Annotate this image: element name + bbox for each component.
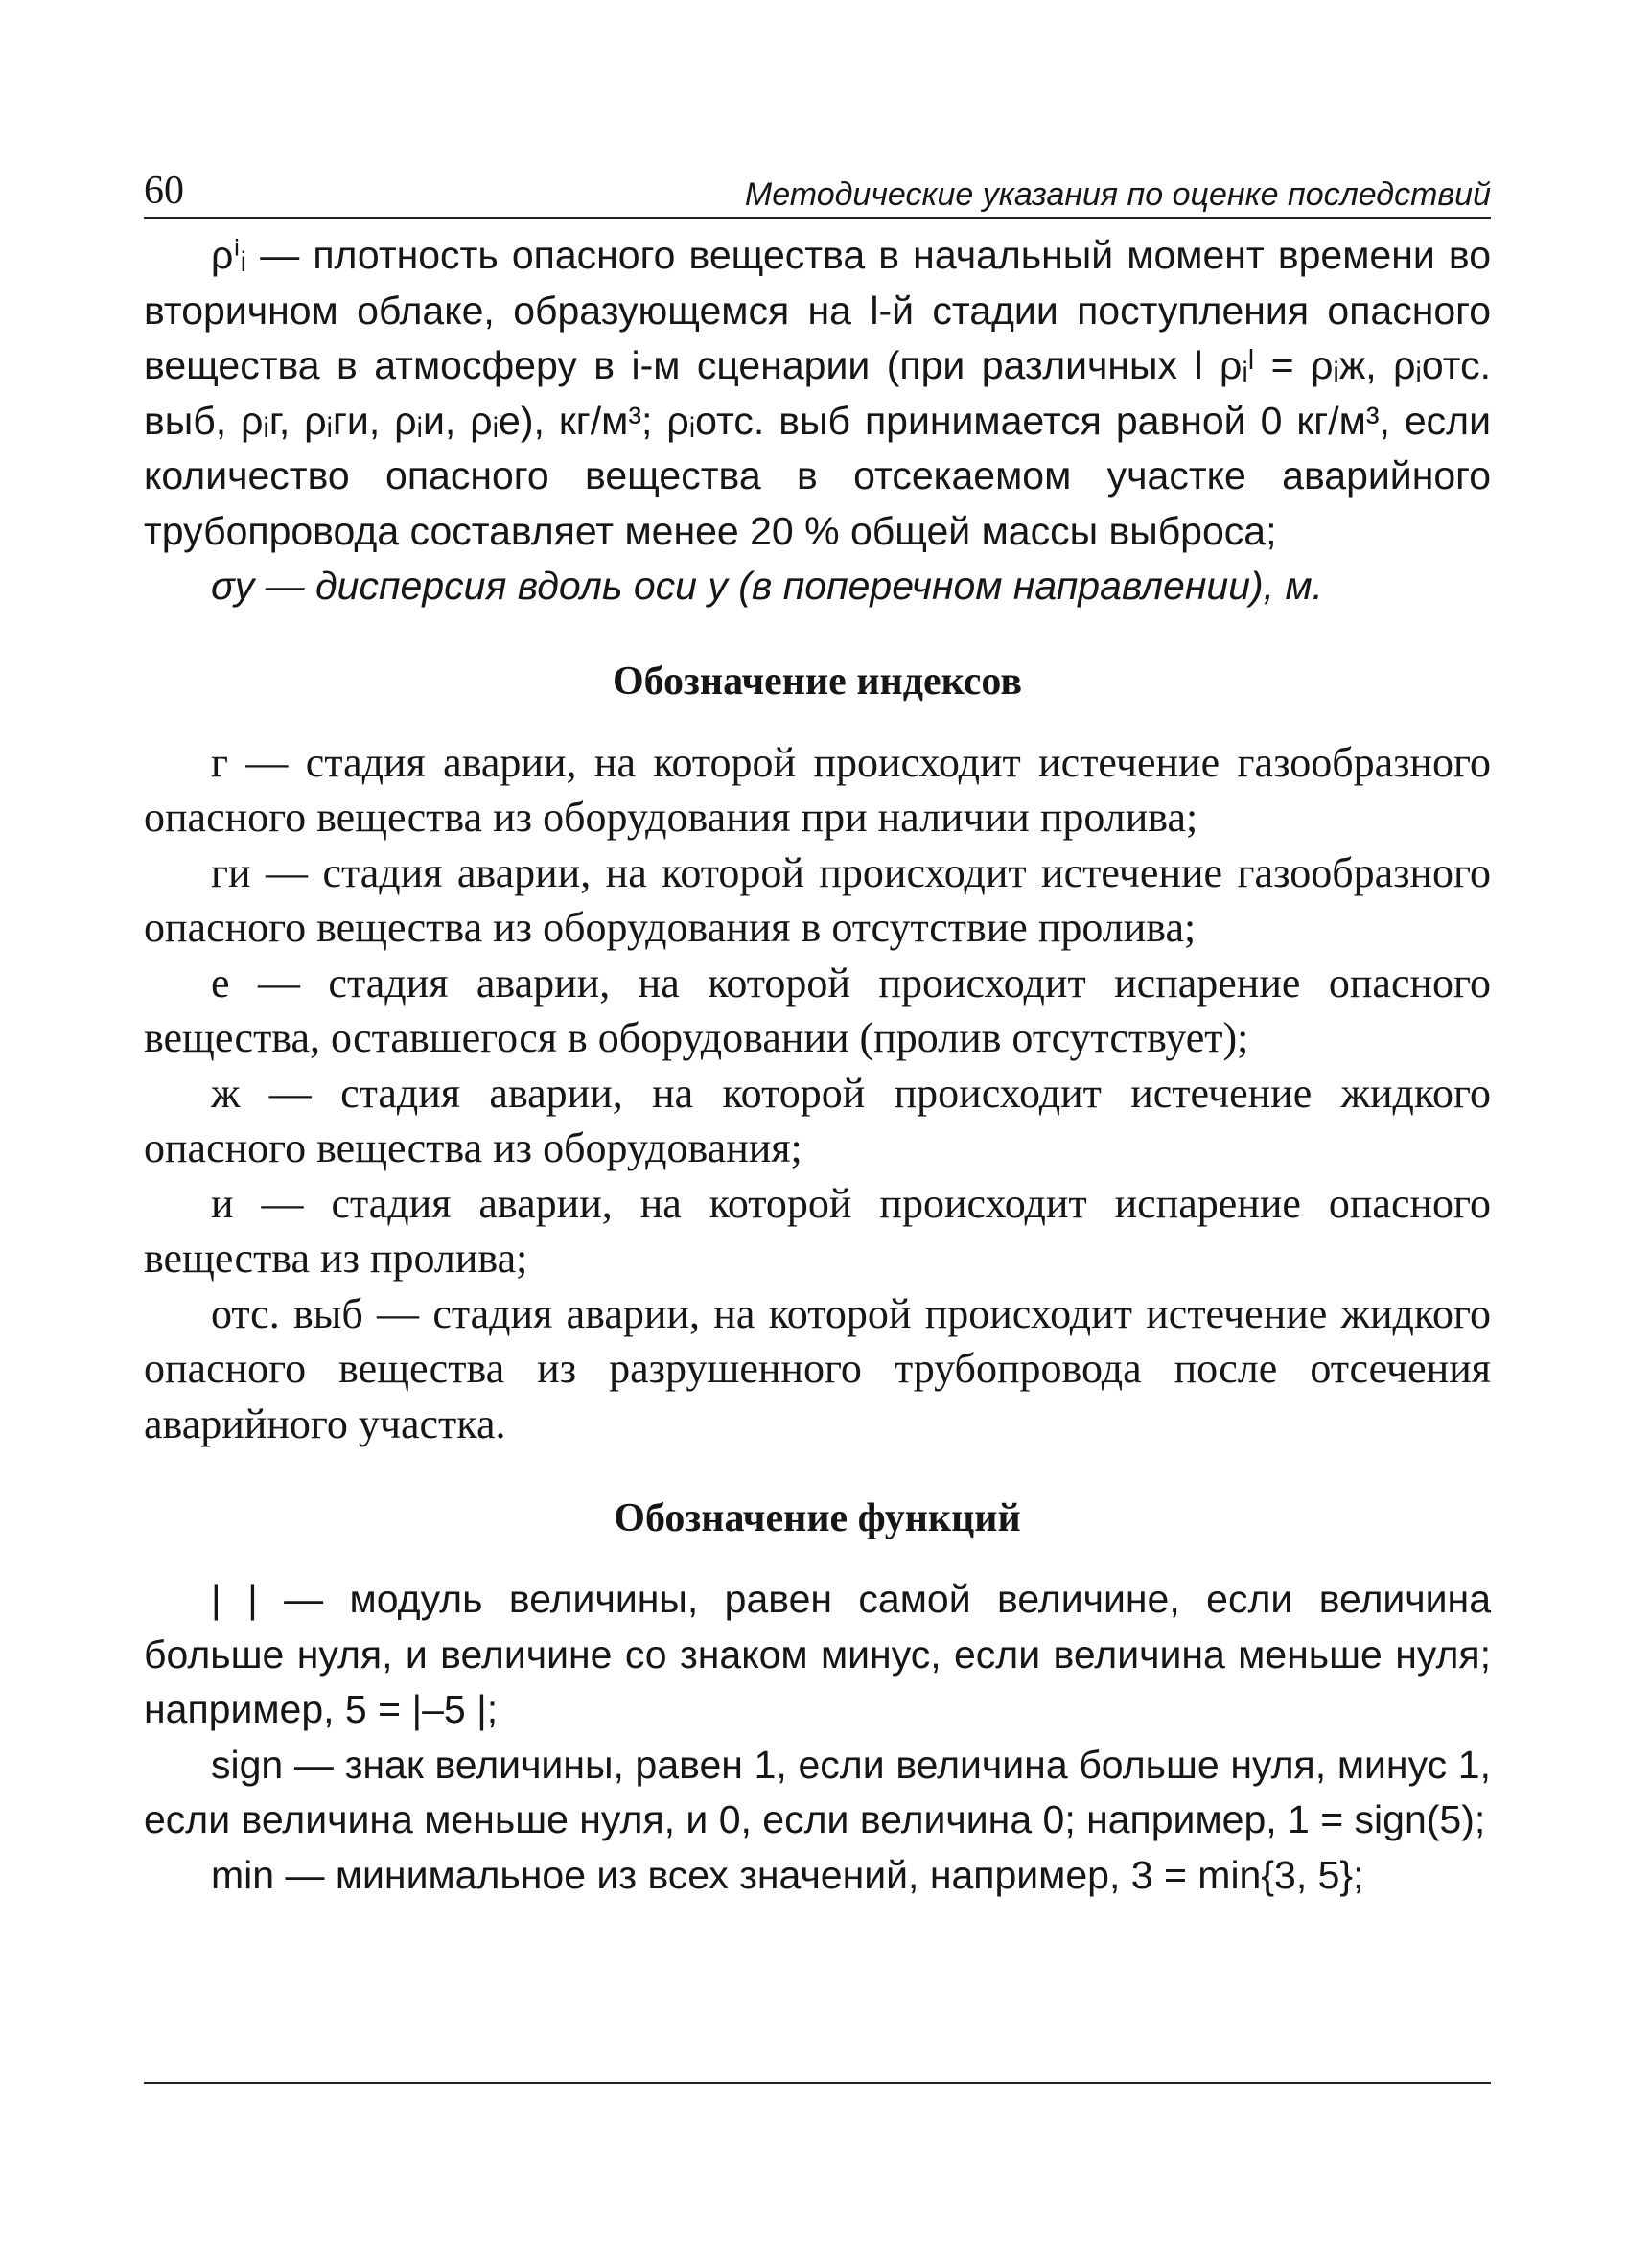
bottom-rule bbox=[144, 2082, 1491, 2084]
heading-functions: Обозначение функций bbox=[614, 1496, 1021, 1540]
index-item: ж — стадия аварии, на которой происходит истечение жидкого опасного вещества из оборудования; bbox=[144, 1069, 1491, 1171]
function-item: | | — модуль величины, равен самой величине, если величина больше нуля, и величине со знаком минус, если величина меньше нуля; например, 5 = |–5 |; bbox=[144, 1577, 1491, 1731]
function-item: min — минимальное из всех значений, например, 3 = min{3, 5}; bbox=[211, 1852, 1364, 1897]
index-item: г — стадия аварии, на которой происходит истечение газообразного опасного вещества из оборудования при наличии пролива; bbox=[144, 738, 1491, 841]
definition-sigma: σy — дисперсия вдоль оси y (в поперечном направлении), м. bbox=[211, 564, 1323, 608]
heading-indices: Обозначение индексов bbox=[612, 659, 1023, 704]
running-title: Методические указания по оценке последствий bbox=[744, 176, 1491, 213]
page-number: 60 bbox=[144, 169, 184, 213]
page-header bbox=[144, 163, 1491, 219]
index-item: отс. выб — стадия аварии, на которой происходит истечение жидкого опасного вещества из разрушенного трубопровода после отсечения аварийного участка. bbox=[144, 1289, 1491, 1447]
function-item: sign — знак величины, равен 1, если величина больше нуля, минус 1, если величина меньше нуля, и 0, если величина 0; например, 1 = sign(5); bbox=[144, 1742, 1491, 1841]
definition-rho: ρⁱᵢ — плотность опасного вещества в начальный момент времени во вторичном облаке, образующемся на l-й стадии поступления опасного вещества в атмосферу в i-м сценарии (при различных l ρᵢˡ = ρᵢж, ρᵢотс. выб, ρᵢг, ρᵢги, ρᵢи, ρᵢе), кг/м³; ρᵢотс. выб принимается равной 0 кг/м³, если количество опасного вещества в отсекаемом участке аварийного трубопровода составляет менее 20 % общей массы выброса; bbox=[144, 233, 1491, 553]
book-page bbox=[144, 163, 1491, 1903]
index-item: и — стадия аварии, на которой происходит испарение опасного вещества из пролива; bbox=[144, 1179, 1491, 1282]
index-item: е — стадия аварии, на которой происходит испарение опасного вещества, оставшегося в оборудовании (пролив отсутствует); bbox=[144, 959, 1491, 1061]
index-item: ги — стадия аварии, на которой происходит истечение газообразного опасного вещества из оборудования в отсутствие пролива; bbox=[144, 848, 1491, 951]
